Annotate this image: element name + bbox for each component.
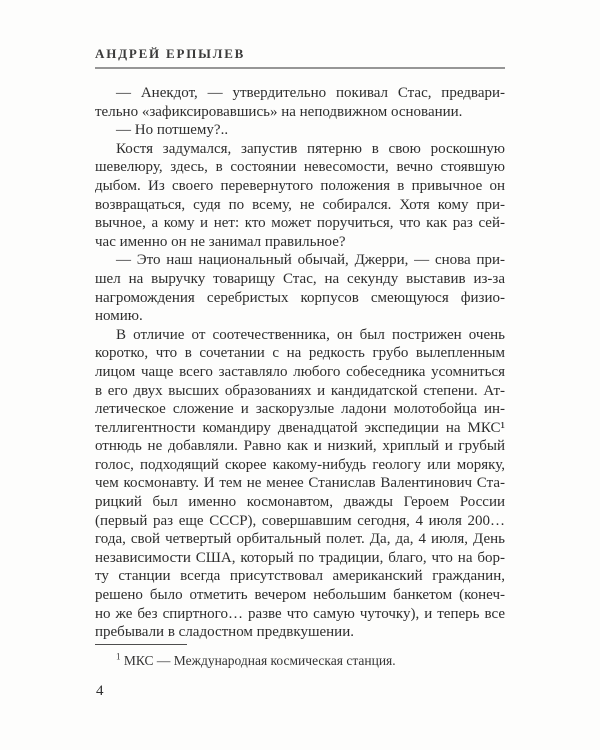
text-line: Костя задумался, запустив пятерню в свою роскошную: [116, 140, 505, 157]
footnote-marker: 1: [116, 651, 121, 662]
text-line: лицом чаще всего заставляло любого собеседника усомниться: [95, 363, 505, 380]
text-line: вычное, а кому и нет: кто может поручиться, что как раз сей-: [95, 215, 505, 232]
text-line: пребывали в сладостном предвкушении.: [95, 624, 354, 641]
text-line: шевелюру, здесь, в состоянии невесомости, вечно стоявшую: [95, 159, 505, 176]
text-line: — Но потшему?..: [116, 122, 229, 139]
footnote: [95, 652, 505, 669]
paragraph: [95, 251, 505, 325]
text-line: чем космонавту. И тем не менее Станислав Валентинович Ста-: [95, 475, 505, 492]
text-line: нагромождения серебристых корпусов смеющуюся физио-: [95, 289, 505, 306]
text-line: — Это наш национальный обычай, Джерри, — снова при-: [116, 252, 505, 269]
text-line: шел на выручку товарищу Стас, на секунду выставив из-за: [95, 270, 505, 287]
paragraph: [95, 84, 505, 121]
page-number: 4: [96, 683, 104, 699]
text-line: номию.: [95, 308, 143, 325]
text-line: коротко, что в сочетании с на редкость грубо вылепленным: [95, 345, 505, 362]
footnote-text: МКС — Международная космическая станция.: [123, 653, 396, 668]
text-line: года, свой четвертый орбитальный полет. Да, да, 4 июля, День: [95, 531, 505, 548]
text-line: — Анекдот, — утвердительно покивал Стас, предвари-: [116, 85, 505, 101]
text-line: в его двух высших образованиях и кандидатской степени. Ат-: [95, 382, 505, 399]
text-line: теллигентности командиру двенадцатой экспедиции на МКС¹: [95, 419, 505, 436]
paragraph: [95, 121, 505, 140]
header-rule: [95, 67, 505, 69]
text-line: час именно он не занимал правильное?: [95, 233, 346, 250]
footnote-rule: [95, 644, 187, 645]
text-line: летическое сложение и заскорузлые ладони молотобойца ин-: [95, 401, 505, 418]
text-line: отнюдь не добавляли. Равно как и низкий, хриплый и грубый: [95, 438, 505, 455]
body-text: [95, 84, 505, 642]
running-header: АНДРЕЙ ЕРПЫЛЕВ: [95, 46, 246, 61]
text-line: голос, подходящий скорее какому-нибудь геологу или моряку,: [95, 456, 505, 473]
text-line: независимости США, который по традиции, благо, что на бор-: [95, 549, 505, 566]
text-line: возвращаться, судя по всему, не собирался. Хотя кому при-: [95, 196, 505, 213]
paragraph: [95, 140, 505, 252]
text-line: В отличие от соотечественника, он был пострижен очень: [116, 326, 505, 343]
text-line: ту станции всегда присутствовал американский гражданин,: [95, 568, 505, 585]
text-line: тельно «зафиксировавшись» на неподвижном основании.: [95, 103, 463, 120]
text-line: но же без спиртного… разве что самую чуточку), и теперь все: [95, 605, 505, 622]
text-line: (первый раз еще СССР), совершавшим сегодня, 4 июля 200…: [95, 512, 505, 529]
text-line: дыбом. Из своего перевернутого положения в привычное он: [95, 177, 505, 194]
text-line: рицкий был именно космонавтом, дважды Героем России: [95, 494, 505, 511]
paragraph: [95, 326, 505, 642]
text-line: решено было отметить вечером небольшим банкетом (конеч-: [95, 587, 505, 604]
